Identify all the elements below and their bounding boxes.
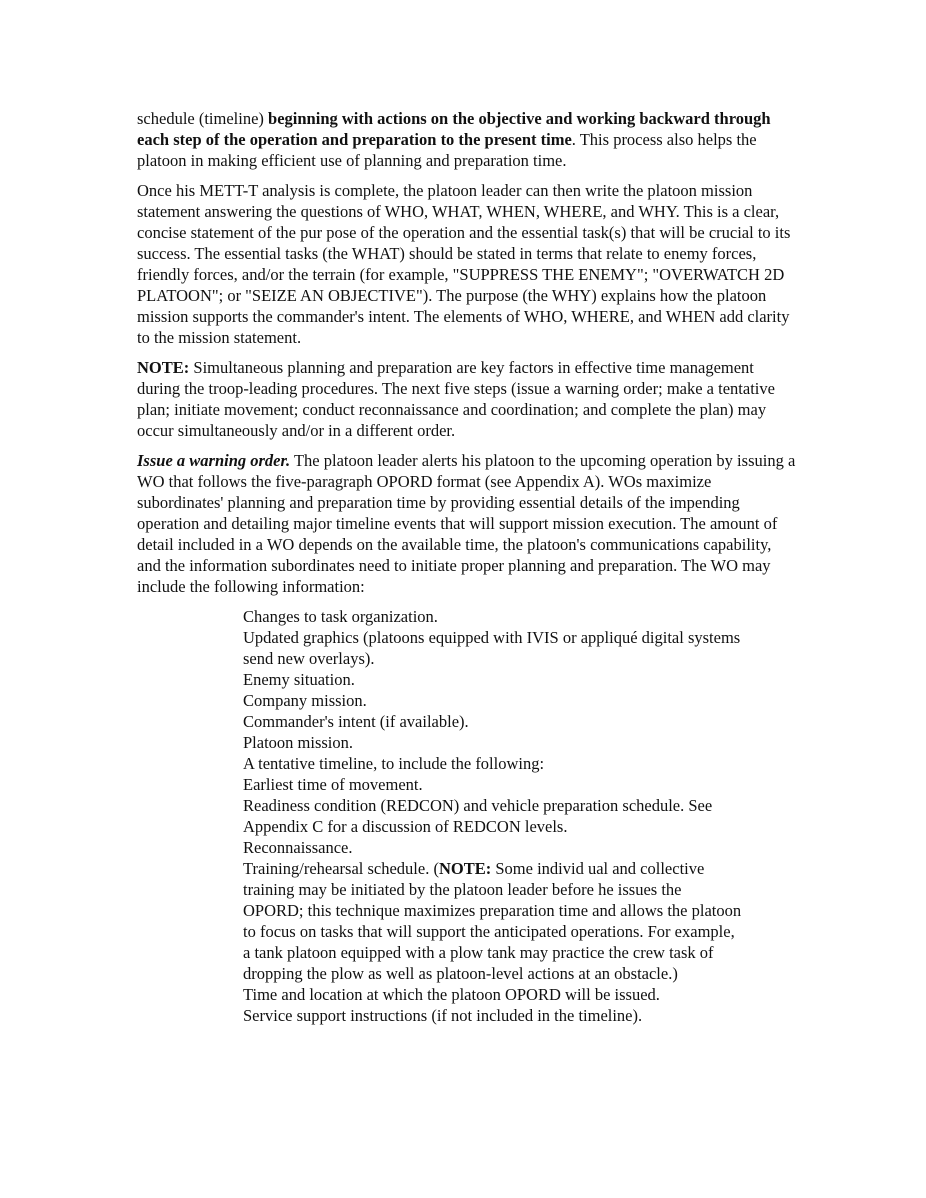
warning-order-heading: Issue a warning order.: [137, 451, 291, 470]
list-item: Readiness condition (REDCON) and vehicle preparation schedule. See Appendix C for a discussion of REDCON levels.: [243, 796, 713, 836]
list-item: Commander's intent (if available).: [243, 712, 469, 731]
list-item: Earliest time of movement.: [243, 775, 423, 794]
paragraph-warning-order: [137, 450, 797, 597]
warning-order-contents-list: [243, 606, 743, 1026]
schedule-lead: schedule (timeline): [137, 109, 269, 128]
list-item: Company mission.: [243, 691, 367, 710]
warning-order-text: The platoon leader alerts his platoon to the upcoming operation by issuing a WO that follows the five-paragraph OPORD format (see Appendix A). WOs maximize subordinates' planning and preparation time by providing essential details of the impending operation and detailing major timeline events that will support mission execution. The amount of detail included in a WO depends on the available time, the platoon's communications capability, and the information subordinates need to initiate proper planning and preparation. The WO may include the following information:: [137, 451, 796, 596]
schedule-tail: . This process also helps the platoon in making efficient use of planning and preparation time.: [137, 130, 757, 170]
list-item: Changes to task organization.: [243, 607, 438, 626]
note-label: NOTE:: [137, 358, 190, 377]
paragraph-schedule: [137, 108, 797, 171]
paragraph-note: [137, 357, 797, 441]
list-item: Platoon mission.: [243, 733, 354, 752]
paragraph-mission-statement: Once his METT-T analysis is complete, the platoon leader can then write the platoon mission statement answering the questions of WHO, WHAT, WHEN, WHERE, and WHY. This is a clear, concise statement of the pur pose of the operation and the essential task(s) that will be crucial to its success. The essential tasks (the WHAT) should be stated in terms that relate to enemy forces, friendly forces, and/or the terrain (for example, "SUPPRESS THE ENEMY"; "OVERWATCH 2D PLATOON"; or "SEIZE AN OBJECTIVE"). The purpose (the WHY) explains how the platoon mission supports the commander's intent. The elements of WHO, WHERE, and WHEN add clarity to the mission statement.: [137, 181, 791, 347]
training-note-label: NOTE:: [438, 859, 492, 878]
list-item: Service support instructions (if not included in the timeline).: [243, 1006, 643, 1025]
list-item-training: [243, 858, 743, 984]
list-item: Enemy situation.: [243, 670, 355, 689]
training-note-text: Some individ ual and collective training may be initiated by the platoon leader before he issues the OPORD; this technique maximizes preparation time and allows the platoon to focus on tasks that will support the anticipated operations. For example, a tank platoon equipped with a plow tank may practice the crew task of dropping the plow as well as platoon-level actions at an obstacle.): [243, 859, 742, 983]
schedule-bold: beginning with actions on the objective and working backward through each step of the operation and preparation to the present time: [137, 109, 771, 149]
list-item: Reconnaissance.: [243, 838, 353, 857]
document-page: [137, 108, 797, 1026]
list-item: A tentative timeline, to include the following:: [243, 754, 545, 773]
note-text: Simultaneous planning and preparation are key factors in effective time management during the troop-leading procedures. The next five steps (issue a warning order; make a tentative plan; initiate movement; conduct reconnaissance and coordination; and complete the plan) may occur simultaneously and/or in a different order.: [137, 358, 775, 440]
list-item: Updated graphics (platoons equipped with IVIS or appliqué digital systems send new overlays).: [243, 628, 741, 668]
training-lead: Training/rehearsal schedule. (: [243, 859, 439, 878]
list-item: Time and location at which the platoon OPORD will be issued.: [243, 985, 660, 1004]
